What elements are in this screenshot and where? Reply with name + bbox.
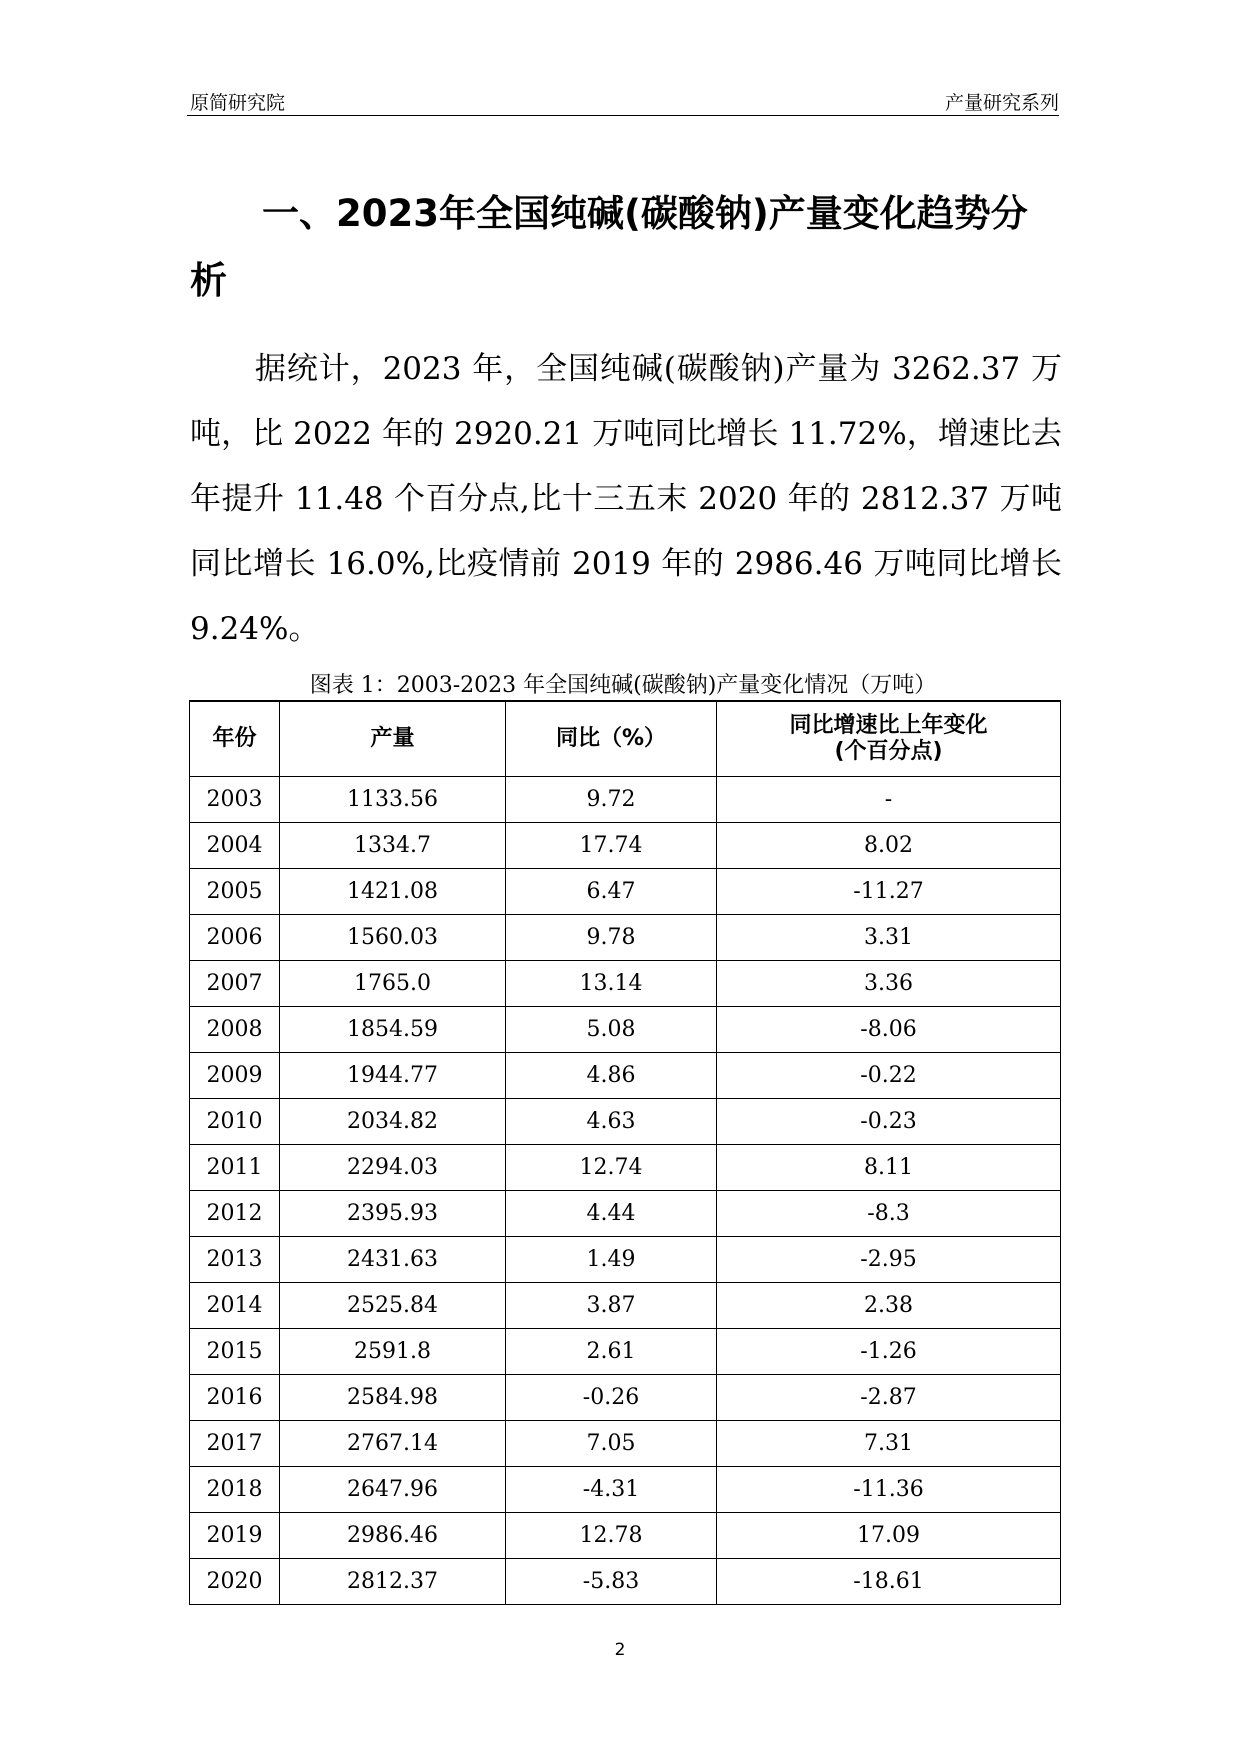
cell-yoy: 12.78: [506, 1513, 717, 1559]
cell-output: 2591.8: [280, 1329, 506, 1375]
cell-yoy: 13.14: [506, 961, 717, 1007]
column-header-yoy-change-line1: 同比增速比上年变化: [789, 713, 988, 738]
column-header-yoy-change-line2: (个百分点): [834, 739, 943, 764]
cell-year: 2013: [190, 1237, 280, 1283]
cell-year: 2003: [190, 777, 280, 823]
cell-yoy-change: 3.31: [717, 915, 1061, 961]
cell-output: 2584.98: [280, 1375, 506, 1421]
cell-yoy-change: 17.09: [717, 1513, 1061, 1559]
header-series-name: 产量研究系列: [944, 92, 1059, 114]
cell-yoy: 4.86: [506, 1053, 717, 1099]
cell-yoy-change: 8.02: [717, 823, 1061, 869]
table-row: [190, 1053, 1061, 1099]
cell-year: 2019: [190, 1513, 280, 1559]
cell-year: 2020: [190, 1559, 280, 1605]
cell-yoy-change: -2.95: [717, 1237, 1061, 1283]
cell-yoy: -4.31: [506, 1467, 717, 1513]
table-row: [190, 1283, 1061, 1329]
cell-output: 1560.03: [280, 915, 506, 961]
table-row: [190, 1329, 1061, 1375]
table-row: [190, 1421, 1061, 1467]
cell-yoy-change: 3.36: [717, 961, 1061, 1007]
cell-year: 2010: [190, 1099, 280, 1145]
cell-yoy-change: 2.38: [717, 1283, 1061, 1329]
table-row: [190, 1191, 1061, 1237]
cell-yoy-change: -2.87: [717, 1375, 1061, 1421]
cell-yoy-change: 7.31: [717, 1421, 1061, 1467]
cell-yoy: 4.63: [506, 1099, 717, 1145]
column-header-yoy: 同比（%）: [506, 701, 717, 777]
cell-year: 2008: [190, 1007, 280, 1053]
table-row: [190, 1513, 1061, 1559]
table-row: [190, 1237, 1061, 1283]
table-row: [190, 1099, 1061, 1145]
header-org-name: 原简研究院: [190, 92, 286, 114]
cell-output: 2767.14: [280, 1421, 506, 1467]
cell-year: 2011: [190, 1145, 280, 1191]
cell-year: 2009: [190, 1053, 280, 1099]
table-row: [190, 961, 1061, 1007]
cell-output: 2294.03: [280, 1145, 506, 1191]
cell-output: 1944.77: [280, 1053, 506, 1099]
cell-output: 2525.84: [280, 1283, 506, 1329]
cell-yoy-change: -1.26: [717, 1329, 1061, 1375]
cell-yoy: 17.74: [506, 823, 717, 869]
cell-output: 2812.37: [280, 1559, 506, 1605]
body-paragraph-text: 据统计，2023 年，全国纯碱(碳酸钠)产量为 3262.37 万吨，比 2022 年的 2920.21 万吨同比增长 11.72%，增速比去年提升 11.48 个百分点,比十三五末 2020 年的 2812.37 万吨同比增长 16.0%,比疫情前 2019 年的 2986.46 万吨同比增长 9.24%。: [190, 351, 1062, 647]
cell-output: 2395.93: [280, 1191, 506, 1237]
body-paragraph: [190, 337, 1062, 662]
cell-yoy-change: 8.11: [717, 1145, 1061, 1191]
table-caption: 图表 1：2003-2023 年全国纯碱(碳酸钠)产量变化情况（万吨）: [309, 673, 937, 698]
table-row: [190, 1007, 1061, 1053]
cell-year: 2017: [190, 1421, 280, 1467]
cell-yoy-change: -8.3: [717, 1191, 1061, 1237]
section-title-text: 一、2023年全国纯碱(碳酸钠)产量变化趋势分析: [190, 192, 1028, 302]
cell-yoy: 4.44: [506, 1191, 717, 1237]
cell-year: 2016: [190, 1375, 280, 1421]
header-divider: [187, 115, 1059, 116]
cell-output: 2986.46: [280, 1513, 506, 1559]
cell-year: 2012: [190, 1191, 280, 1237]
cell-output: 2034.82: [280, 1099, 506, 1145]
cell-yoy-change: -11.36: [717, 1467, 1061, 1513]
table-row: [190, 823, 1061, 869]
cell-yoy: 3.87: [506, 1283, 717, 1329]
cell-output: 1421.08: [280, 869, 506, 915]
cell-yoy-change: -0.22: [717, 1053, 1061, 1099]
cell-output: 1765.0: [280, 961, 506, 1007]
cell-output: 1133.56: [280, 777, 506, 823]
cell-yoy: 5.08: [506, 1007, 717, 1053]
column-header-yoy-change: [717, 701, 1061, 777]
cell-yoy-change: -18.61: [717, 1559, 1061, 1605]
cell-yoy: 6.47: [506, 869, 717, 915]
cell-yoy-change: -11.27: [717, 869, 1061, 915]
cell-yoy: 9.78: [506, 915, 717, 961]
cell-output: 1854.59: [280, 1007, 506, 1053]
cell-yoy: 7.05: [506, 1421, 717, 1467]
cell-output: 2647.96: [280, 1467, 506, 1513]
table-row: [190, 915, 1061, 961]
cell-output: 1334.7: [280, 823, 506, 869]
column-header-year: 年份: [190, 701, 280, 777]
table-row: [190, 777, 1061, 823]
cell-yoy: 1.49: [506, 1237, 717, 1283]
cell-year: 2018: [190, 1467, 280, 1513]
cell-output: 2431.63: [280, 1237, 506, 1283]
cell-year: 2014: [190, 1283, 280, 1329]
cell-yoy: 12.74: [506, 1145, 717, 1191]
section-title: [190, 180, 1062, 314]
cell-yoy: -0.26: [506, 1375, 717, 1421]
cell-yoy-change: -0.23: [717, 1099, 1061, 1145]
table-row: [190, 1467, 1061, 1513]
cell-yoy-change: -8.06: [717, 1007, 1061, 1053]
cell-year: 2015: [190, 1329, 280, 1375]
table-row: [190, 1559, 1061, 1605]
cell-yoy: 2.61: [506, 1329, 717, 1375]
cell-year: 2006: [190, 915, 280, 961]
cell-year: 2005: [190, 869, 280, 915]
cell-yoy: -5.83: [506, 1559, 717, 1605]
table-body: [190, 777, 1061, 1605]
table-row: [190, 869, 1061, 915]
production-table: [189, 700, 1061, 1605]
page-number: 2: [614, 1640, 626, 1660]
cell-yoy-change: -: [717, 777, 1061, 823]
column-header-output: 产量: [280, 701, 506, 777]
cell-yoy: 9.72: [506, 777, 717, 823]
table-header-row: [190, 701, 1061, 777]
cell-year: 2007: [190, 961, 280, 1007]
cell-year: 2004: [190, 823, 280, 869]
table-row: [190, 1145, 1061, 1191]
table-row: [190, 1375, 1061, 1421]
